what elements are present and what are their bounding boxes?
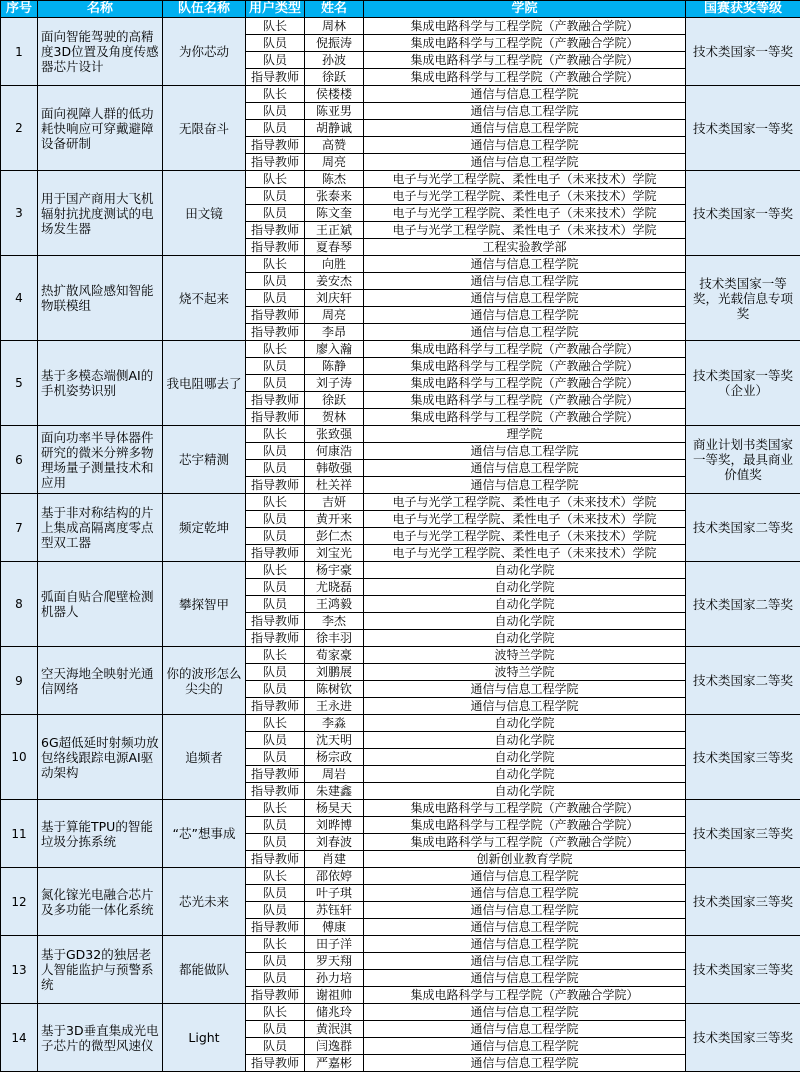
member-name: 张致强 (305, 426, 364, 443)
member-college: 通信与信息工程学院 (364, 120, 686, 137)
member-role: 指导教师 (246, 222, 305, 239)
member-name: 闫逸群 (305, 1038, 364, 1055)
member-college: 集成电路科学与工程学院（产教融合学院） (364, 341, 686, 358)
project-name: 用于国产商用大飞机辐射抗扰度测试的电场发生器 (38, 171, 163, 256)
team-number: 8 (1, 562, 38, 647)
project-name: 6G超低延时射频功放包络线跟踪电源AI驱动架构 (38, 715, 163, 800)
award-level: 技术类国家一等奖（企业） (686, 341, 800, 426)
member-role: 指导教师 (246, 477, 305, 494)
member-college: 波特兰学院 (364, 664, 686, 681)
table-row (1, 256, 800, 273)
member-role: 指导教师 (246, 987, 305, 1004)
member-name: 杨昊天 (305, 800, 364, 817)
member-role: 队员 (246, 375, 305, 392)
member-name: 刘晔博 (305, 817, 364, 834)
team-number: 2 (1, 86, 38, 171)
member-college: 电子与光学工程学院、柔性电子（未来技术）学院 (364, 205, 686, 222)
member-role: 队员 (246, 885, 305, 902)
member-name: 苏钰轩 (305, 902, 364, 919)
project-name: 面向视障人群的低功耗快响应可穿戴避障设备研制 (38, 86, 163, 171)
team-name: 攀探智甲 (163, 562, 246, 647)
member-role: 队长 (246, 171, 305, 188)
member-name: 周亮 (305, 307, 364, 324)
team-number: 3 (1, 171, 38, 256)
member-name: 邵依婷 (305, 868, 364, 885)
team-number: 12 (1, 868, 38, 936)
award-level: 技术类国家三等奖 (686, 800, 800, 868)
member-college: 电子与光学工程学院、柔性电子（未来技术）学院 (364, 188, 686, 205)
member-college: 通信与信息工程学院 (364, 953, 686, 970)
team-number: 1 (1, 18, 38, 86)
table-row (1, 171, 800, 188)
member-name: 陈杰 (305, 171, 364, 188)
member-name: 叶子琪 (305, 885, 364, 902)
team-number: 6 (1, 426, 38, 494)
member-college: 集成电路科学与工程学院（产教融合学院） (364, 52, 686, 69)
member-role: 指导教师 (246, 154, 305, 171)
member-name: 黄泯淇 (305, 1021, 364, 1038)
header-cell: 国赛获奖等级 (686, 1, 800, 18)
member-name: 陈亚男 (305, 103, 364, 120)
award-level: 技术类国家一等奖 (686, 86, 800, 171)
table-row (1, 800, 800, 817)
award-level: 技术类国家二等奖 (686, 647, 800, 715)
member-role: 队员 (246, 834, 305, 851)
member-role: 队员 (246, 970, 305, 987)
member-role: 队长 (246, 341, 305, 358)
member-college: 通信与信息工程学院 (364, 681, 686, 698)
member-role: 队员 (246, 817, 305, 834)
table-row (1, 715, 800, 732)
member-name: 陈文奎 (305, 205, 364, 222)
member-college: 通信与信息工程学院 (364, 307, 686, 324)
member-college: 创新创业教育学院 (364, 851, 686, 868)
member-name: 李杰 (305, 613, 364, 630)
member-name: 孙力培 (305, 970, 364, 987)
member-name: 张泰来 (305, 188, 364, 205)
member-name: 徐跃 (305, 392, 364, 409)
award-level: 技术类国家三等奖 (686, 868, 800, 936)
member-college: 电子与光学工程学院、柔性电子（未来技术）学院 (364, 222, 686, 239)
member-college: 通信与信息工程学院 (364, 1055, 686, 1072)
team-name: Light (163, 1004, 246, 1072)
member-college: 电子与光学工程学院、柔性电子（未来技术）学院 (364, 494, 686, 511)
member-name: 严嘉彬 (305, 1055, 364, 1072)
member-name: 杨宇豪 (305, 562, 364, 579)
member-college: 集成电路科学与工程学院（产教融合学院） (364, 69, 686, 86)
member-name: 高赞 (305, 137, 364, 154)
table-row (1, 18, 800, 35)
member-college: 通信与信息工程学院 (364, 1021, 686, 1038)
member-role: 队长 (246, 562, 305, 579)
member-name: 廖入瀚 (305, 341, 364, 358)
member-role: 指导教师 (246, 239, 305, 256)
member-role: 指导教师 (246, 783, 305, 800)
award-level: 技术类国家二等奖 (686, 494, 800, 562)
member-college: 集成电路科学与工程学院（产教融合学院） (364, 834, 686, 851)
member-college: 自动化学院 (364, 783, 686, 800)
member-role: 队员 (246, 103, 305, 120)
member-role: 队员 (246, 358, 305, 375)
award-level: 技术类国家三等奖 (686, 936, 800, 1004)
member-name: 尤晓磊 (305, 579, 364, 596)
member-college: 通信与信息工程学院 (364, 885, 686, 902)
member-name: 李淼 (305, 715, 364, 732)
member-role: 队长 (246, 868, 305, 885)
member-college: 自动化学院 (364, 630, 686, 647)
member-name: 姜安杰 (305, 273, 364, 290)
member-college: 通信与信息工程学院 (364, 324, 686, 341)
member-name: 徐丰羽 (305, 630, 364, 647)
member-college: 自动化学院 (364, 715, 686, 732)
member-name: 刘鹏展 (305, 664, 364, 681)
member-college: 通信与信息工程学院 (364, 290, 686, 307)
member-role: 指导教师 (246, 766, 305, 783)
member-name: 徐跃 (305, 69, 364, 86)
member-role: 队员 (246, 188, 305, 205)
member-college: 通信与信息工程学院 (364, 902, 686, 919)
team-name: “芯”想事成 (163, 800, 246, 868)
member-college: 自动化学院 (364, 732, 686, 749)
award-level: 技术类国家三等奖 (686, 715, 800, 800)
member-college: 通信与信息工程学院 (364, 477, 686, 494)
project-name: 基于3D垂直集成光电子芯片的微型风速仪 (38, 1004, 163, 1072)
member-college: 通信与信息工程学院 (364, 970, 686, 987)
member-college: 自动化学院 (364, 613, 686, 630)
member-college: 工程实验教学部 (364, 239, 686, 256)
award-level: 技术类国家二等奖 (686, 562, 800, 647)
member-role: 队长 (246, 256, 305, 273)
award-level: 技术类国家一等奖 (686, 18, 800, 86)
member-college: 集成电路科学与工程学院（产教融合学院） (364, 358, 686, 375)
header-cell: 用户类型 (246, 1, 305, 18)
team-number: 10 (1, 715, 38, 800)
table-row (1, 341, 800, 358)
member-role: 队员 (246, 52, 305, 69)
member-college: 通信与信息工程学院 (364, 1004, 686, 1021)
table-row (1, 426, 800, 443)
member-role: 队长 (246, 647, 305, 664)
member-role: 队员 (246, 35, 305, 52)
member-role: 队员 (246, 1038, 305, 1055)
header-cell: 姓名 (305, 1, 364, 18)
member-name: 倪振涛 (305, 35, 364, 52)
member-college: 集成电路科学与工程学院（产教融合学院） (364, 392, 686, 409)
header-cell: 名称 (38, 1, 163, 18)
member-name: 刘子涛 (305, 375, 364, 392)
team-number: 11 (1, 800, 38, 868)
member-college: 电子与光学工程学院、柔性电子（未来技术）学院 (364, 511, 686, 528)
member-role: 队员 (246, 528, 305, 545)
table-row (1, 562, 800, 579)
member-name: 韩敬强 (305, 460, 364, 477)
member-role: 队员 (246, 273, 305, 290)
member-name: 何康浩 (305, 443, 364, 460)
member-college: 自动化学院 (364, 766, 686, 783)
member-name: 贺林 (305, 409, 364, 426)
member-role: 指导教师 (246, 851, 305, 868)
member-college: 自动化学院 (364, 596, 686, 613)
table-row (1, 1004, 800, 1021)
member-college: 通信与信息工程学院 (364, 86, 686, 103)
table-row (1, 868, 800, 885)
member-name: 李昂 (305, 324, 364, 341)
member-name: 杜关祥 (305, 477, 364, 494)
team-number: 13 (1, 936, 38, 1004)
member-name: 肖建 (305, 851, 364, 868)
member-name: 王正斌 (305, 222, 364, 239)
table-row (1, 647, 800, 664)
member-role: 队员 (246, 511, 305, 528)
member-role: 队员 (246, 120, 305, 137)
member-college: 集成电路科学与工程学院（产教融合学院） (364, 18, 686, 35)
team-name: 芯宇精测 (163, 426, 246, 494)
member-college: 集成电路科学与工程学院（产教融合学院） (364, 800, 686, 817)
member-role: 指导教师 (246, 1055, 305, 1072)
project-name: 热扩散风险感知智能物联模组 (38, 256, 163, 341)
project-name: 弧面自贴合爬壁检测机器人 (38, 562, 163, 647)
team-number: 7 (1, 494, 38, 562)
member-role: 队长 (246, 936, 305, 953)
project-name: 面向智能驾驶的高精度3D位置及角度传感器芯片设计 (38, 18, 163, 86)
member-role: 队长 (246, 18, 305, 35)
member-name: 杨宗政 (305, 749, 364, 766)
member-role: 指导教师 (246, 545, 305, 562)
team-name: 为你芯动 (163, 18, 246, 86)
member-name: 王永进 (305, 698, 364, 715)
member-role: 指导教师 (246, 392, 305, 409)
member-role: 队员 (246, 664, 305, 681)
team-name: 都能做队 (163, 936, 246, 1004)
member-name: 向胜 (305, 256, 364, 273)
member-name: 吉妍 (305, 494, 364, 511)
member-name: 刘庆轩 (305, 290, 364, 307)
member-college: 集成电路科学与工程学院（产教融合学院） (364, 409, 686, 426)
member-role: 指导教师 (246, 137, 305, 154)
member-role: 队员 (246, 1021, 305, 1038)
member-college: 理学院 (364, 426, 686, 443)
team-name: 烧不起来 (163, 256, 246, 341)
project-name: 氮化镓光电融合芯片及多功能一体化系统 (38, 868, 163, 936)
member-name: 周林 (305, 18, 364, 35)
member-name: 田子洋 (305, 936, 364, 953)
member-name: 刘春波 (305, 834, 364, 851)
member-name: 刘宝光 (305, 545, 364, 562)
member-college: 通信与信息工程学院 (364, 460, 686, 477)
award-level: 技术类国家一等奖，光载信息专项奖 (686, 256, 800, 341)
member-role: 队员 (246, 681, 305, 698)
member-role: 队员 (246, 749, 305, 766)
member-name: 傅康 (305, 919, 364, 936)
member-college: 通信与信息工程学院 (364, 919, 686, 936)
member-college: 通信与信息工程学院 (364, 868, 686, 885)
member-name: 沈天明 (305, 732, 364, 749)
table-row (1, 936, 800, 953)
member-college: 通信与信息工程学院 (364, 698, 686, 715)
member-role: 队员 (246, 732, 305, 749)
header-cell: 队伍名称 (163, 1, 246, 18)
member-name: 储兆玲 (305, 1004, 364, 1021)
member-role: 队员 (246, 953, 305, 970)
member-college: 电子与光学工程学院、柔性电子（未来技术）学院 (364, 545, 686, 562)
project-name: 面向功率半导体器件研究的微米分辨多物理场量子测量技术和应用 (38, 426, 163, 494)
member-role: 队长 (246, 86, 305, 103)
member-name: 周亮 (305, 154, 364, 171)
project-name: 空天海地全映射光通信网络 (38, 647, 163, 715)
team-number: 5 (1, 341, 38, 426)
member-role: 指导教师 (246, 69, 305, 86)
project-name: 基于多模态端侧AI的手机姿势识别 (38, 341, 163, 426)
member-name: 夏春琴 (305, 239, 364, 256)
member-name: 陈静 (305, 358, 364, 375)
team-name: 你的波形怎么尖尖的 (163, 647, 246, 715)
member-name: 彭仁杰 (305, 528, 364, 545)
member-role: 指导教师 (246, 409, 305, 426)
project-name: 基于算能TPU的智能垃圾分拣系统 (38, 800, 163, 868)
header-row (1, 1, 800, 18)
member-college: 通信与信息工程学院 (364, 103, 686, 120)
member-name: 谢祖帅 (305, 987, 364, 1004)
table-row (1, 86, 800, 103)
member-college: 集成电路科学与工程学院（产教融合学院） (364, 35, 686, 52)
member-role: 队员 (246, 902, 305, 919)
member-role: 队员 (246, 443, 305, 460)
member-college: 通信与信息工程学院 (364, 256, 686, 273)
member-name: 胡静诚 (305, 120, 364, 137)
member-role: 队长 (246, 800, 305, 817)
member-name: 陈树钦 (305, 681, 364, 698)
member-name: 黄开来 (305, 511, 364, 528)
member-role: 指导教师 (246, 919, 305, 936)
member-college: 通信与信息工程学院 (364, 443, 686, 460)
member-college: 自动化学院 (364, 562, 686, 579)
member-role: 指导教师 (246, 630, 305, 647)
member-name: 朱建鑫 (305, 783, 364, 800)
member-name: 荀家豪 (305, 647, 364, 664)
member-role: 指导教师 (246, 613, 305, 630)
member-college: 通信与信息工程学院 (364, 273, 686, 290)
member-college: 自动化学院 (364, 579, 686, 596)
member-college: 通信与信息工程学院 (364, 936, 686, 953)
member-name: 王鸿毅 (305, 596, 364, 613)
team-name: 芯光未来 (163, 868, 246, 936)
team-number: 4 (1, 256, 38, 341)
project-name: 基于GD32的独居老人智能监护与预警系统 (38, 936, 163, 1004)
member-role: 指导教师 (246, 324, 305, 341)
member-college: 通信与信息工程学院 (364, 1038, 686, 1055)
award-level: 商业计划书类国家一等奖，最具商业价值奖 (686, 426, 800, 494)
member-role: 队员 (246, 596, 305, 613)
table-row (1, 494, 800, 511)
team-name: 追频者 (163, 715, 246, 800)
team-name: 频定乾坤 (163, 494, 246, 562)
member-college: 通信与信息工程学院 (364, 154, 686, 171)
member-college: 集成电路科学与工程学院（产教融合学院） (364, 987, 686, 1004)
award-level: 技术类国家三等奖 (686, 1004, 800, 1072)
member-role: 指导教师 (246, 307, 305, 324)
member-college: 波特兰学院 (364, 647, 686, 664)
member-college: 自动化学院 (364, 749, 686, 766)
header-cell: 学院 (364, 1, 686, 18)
award-level: 技术类国家一等奖 (686, 171, 800, 256)
team-name: 无限奋斗 (163, 86, 246, 171)
team-name: 我电阻哪去了 (163, 341, 246, 426)
member-college: 通信与信息工程学院 (364, 137, 686, 154)
member-college: 电子与光学工程学院、柔性电子（未来技术）学院 (364, 171, 686, 188)
member-college: 集成电路科学与工程学院（产教融合学院） (364, 817, 686, 834)
team-number: 9 (1, 647, 38, 715)
project-name: 基于非对称结构的片上集成高隔离度零点型双工器 (38, 494, 163, 562)
member-role: 队长 (246, 1004, 305, 1021)
member-name: 周岩 (305, 766, 364, 783)
member-name: 孙波 (305, 52, 364, 69)
member-role: 队员 (246, 579, 305, 596)
member-college: 集成电路科学与工程学院（产教融合学院） (364, 375, 686, 392)
member-college: 电子与光学工程学院、柔性电子（未来技术）学院 (364, 528, 686, 545)
member-name: 侯楼楼 (305, 86, 364, 103)
team-name: 田文镜 (163, 171, 246, 256)
team-number: 14 (1, 1004, 38, 1072)
member-role: 队长 (246, 494, 305, 511)
member-role: 队员 (246, 205, 305, 222)
member-role: 队员 (246, 290, 305, 307)
member-role: 队员 (246, 460, 305, 477)
member-role: 队长 (246, 715, 305, 732)
member-role: 指导教师 (246, 698, 305, 715)
member-name: 罗天翔 (305, 953, 364, 970)
header-cell: 序号 (1, 1, 38, 18)
member-role: 队长 (246, 426, 305, 443)
